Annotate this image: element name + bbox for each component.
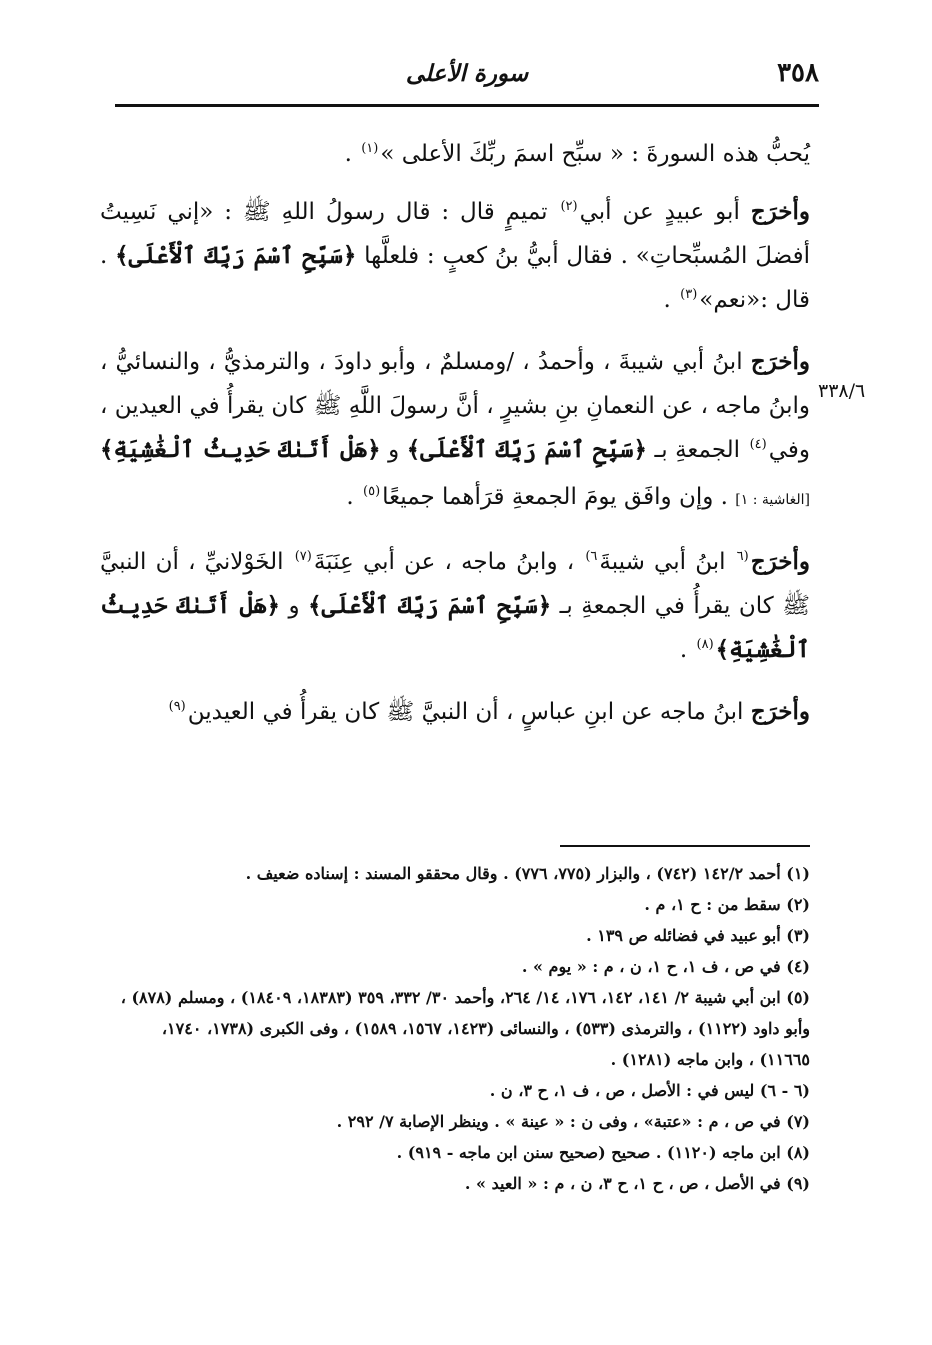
footnote: (٨) ابن ماجه (١١٢٠) . صحيح (صحيح سنن ابن ماجه - ٩١٩) . xyxy=(396,1143,810,1162)
paragraph-text: ابنُ أبي شيبةَ xyxy=(599,549,735,575)
footnote-divider xyxy=(560,845,810,847)
paragraph-text: يُحبُّ هذه السورةَ : « سبِّح اسمَ ربِّكَ الأعلى » xyxy=(380,141,810,167)
paragraph-text: . xyxy=(344,141,360,167)
footnote-marker-8: (٨) xyxy=(696,637,714,653)
paragraph-2 xyxy=(100,190,810,322)
footnote: (٧) في ص ، م : «عتبة» ، وفى ن : « عينة » . وينظر الإصابة ٧/ ٢٩٢ . xyxy=(336,1112,810,1131)
footnote: (٤) في ص ، ف ١، ح ١، ن ، م : « يوم » . xyxy=(521,957,810,976)
footnote: (٩) في الأصل ، ص ، ح ١، ح ٣، ن ، م : « العيد » . xyxy=(464,1174,810,1193)
paragraph-text: . xyxy=(679,637,695,663)
margin-volume-page-ref: ٣٣٨/٦ xyxy=(818,380,866,402)
paragraph-text: و xyxy=(280,593,309,619)
paragraph-text: . xyxy=(346,484,362,510)
quran-verse: ﴿هَلْ أَتَىٰكَ حَدِيثُ ٱلْغَٰشِيَةِ﴾ xyxy=(100,436,381,463)
paragraph-text: . وإن وافَق يومَ الجمعةِ قرَأهما جميعًا xyxy=(382,484,736,510)
paragraph-text: و xyxy=(380,437,407,463)
footnote-marker-2: (٢) xyxy=(560,199,578,215)
footnote: (٥) ابن أبي شيبة ٢/ ١٤١، ١٤٢، ١٧٦، ١٤/ ٢٦٤، وأحمد ٣٠/ ٣٣٢، ٣٥٩ (١٨٣٨٣، ١٨٤٠٩) ، ومسلم (٨٧٨) ، وأبو داود (١١٢٢) ، والترمذى (٥٣٣) ، والنسائى (١٤٢٣، ١٥٦٧، ١٥٨٩) ، وفى الكبرى (١٧٣٨، ١٧٤٠، ١١٦٦٥) ، وابن ماجه (١٢٨١) . xyxy=(120,988,810,1069)
footnotes-section xyxy=(110,858,810,1199)
page-header xyxy=(115,58,819,102)
footnote: (٦ - ٦) ليس في : الأصل ، ص ، ف ١، ح ٣، ن . xyxy=(489,1081,810,1100)
paragraph-3 xyxy=(100,340,810,522)
paragraph-text: ، وابنُ ماجه ، عن أبي عِنَبَةَ xyxy=(313,549,584,575)
paragraph-5 xyxy=(100,690,810,734)
paragraph-text: . قال :«نعم» xyxy=(100,243,810,313)
paragraph-1 xyxy=(100,132,810,176)
lead-word: وأخرَج xyxy=(750,548,810,575)
footnote: (١) أحمد ١٤٢/٢ (٧٤٢) ، والبزار (٧٧٥، ٧٧٦) . وقال محققو المسند : إسناده ضعيف . xyxy=(245,864,810,883)
quran-verse: ﴿سَبِّحِ ٱسْمَ رَبِّكَ ٱلْأَعْلَى﴾ xyxy=(406,436,647,463)
page-number: ٣٥٨ xyxy=(777,58,819,88)
paragraph-text: ابنُ ماجه عن ابنِ عباسٍ ، أن النبيَّ ﷺ كان يقرأُ في العيدين xyxy=(187,699,751,725)
footnote-marker-4: (٤) xyxy=(749,437,767,453)
quran-verse: ﴿هَلْ أَتَىٰكَ حَدِيثُ ٱلْغَٰشِيَةِ﴾ xyxy=(100,592,810,663)
footnote: (٢) سقط من : ح ١، م . xyxy=(644,895,810,914)
footnote: (٣) أبو عبيد في فضائله ص ١٣٩ . xyxy=(586,926,810,945)
paragraph-text: الجمعةِ بـ xyxy=(646,437,748,463)
footnote-marker-6-open: (٦ xyxy=(736,549,749,565)
footnote-marker-7: (٧) xyxy=(294,549,312,565)
paragraph-text: أبو عبيدٍ عن أبي xyxy=(579,199,751,225)
lead-word: وأخرَج xyxy=(750,198,811,225)
footnote-marker-3: (٣) xyxy=(680,287,698,303)
paragraph-text: . xyxy=(663,287,679,313)
main-text xyxy=(100,132,810,752)
quran-verse: ﴿سَبِّحِ ٱسْمَ رَبِّكَ ٱلْأَعْلَى﴾ xyxy=(308,592,552,619)
footnote-marker-6-close: ٦) xyxy=(585,549,598,565)
footnote-marker-1: (١) xyxy=(361,141,379,157)
header-divider xyxy=(115,104,819,107)
surah-reference: [الغاشية : ١] xyxy=(735,492,810,508)
surah-title: سورة الأعلى xyxy=(405,60,529,87)
footnote-marker-5: (٥) xyxy=(363,484,381,500)
quran-verse: ﴿سَبِّحِ ٱسْمَ رَبِّكَ ٱلْأَعْلَى﴾ xyxy=(115,242,357,269)
paragraph-text: الخَوْلانيِّ ، أن النبيَّ ﷺ كان يقرأُ في الجمعةِ بـ xyxy=(100,549,811,619)
paragraph-text: تميمٍ قال : قال رسولُ اللهِ ﷺ : «إني نَسِيتُ أفضلَ المُسبِّحاتِ» . فقال أبيُّ بنُ كعبٍ : فلعلَّها xyxy=(100,199,810,269)
paragraph-text: ابنُ أبي شيبةَ ، وأحمدُ ، /ومسلمٌ ، وأبو داودَ ، والترمذيُّ ، والنسائيُّ ، وابنُ ماجه ، عن النعمانِ بنِ بشيرٍ ، أنَّ رسولَ اللَّهِ ﷺ كان يقرأُ في العيدين ، وفي xyxy=(100,349,810,463)
lead-word: وأخرَج xyxy=(750,348,810,375)
lead-word: وأخرَج xyxy=(750,698,810,725)
paragraph-4 xyxy=(100,540,810,672)
footnote-marker-9: (٩) xyxy=(168,699,186,715)
